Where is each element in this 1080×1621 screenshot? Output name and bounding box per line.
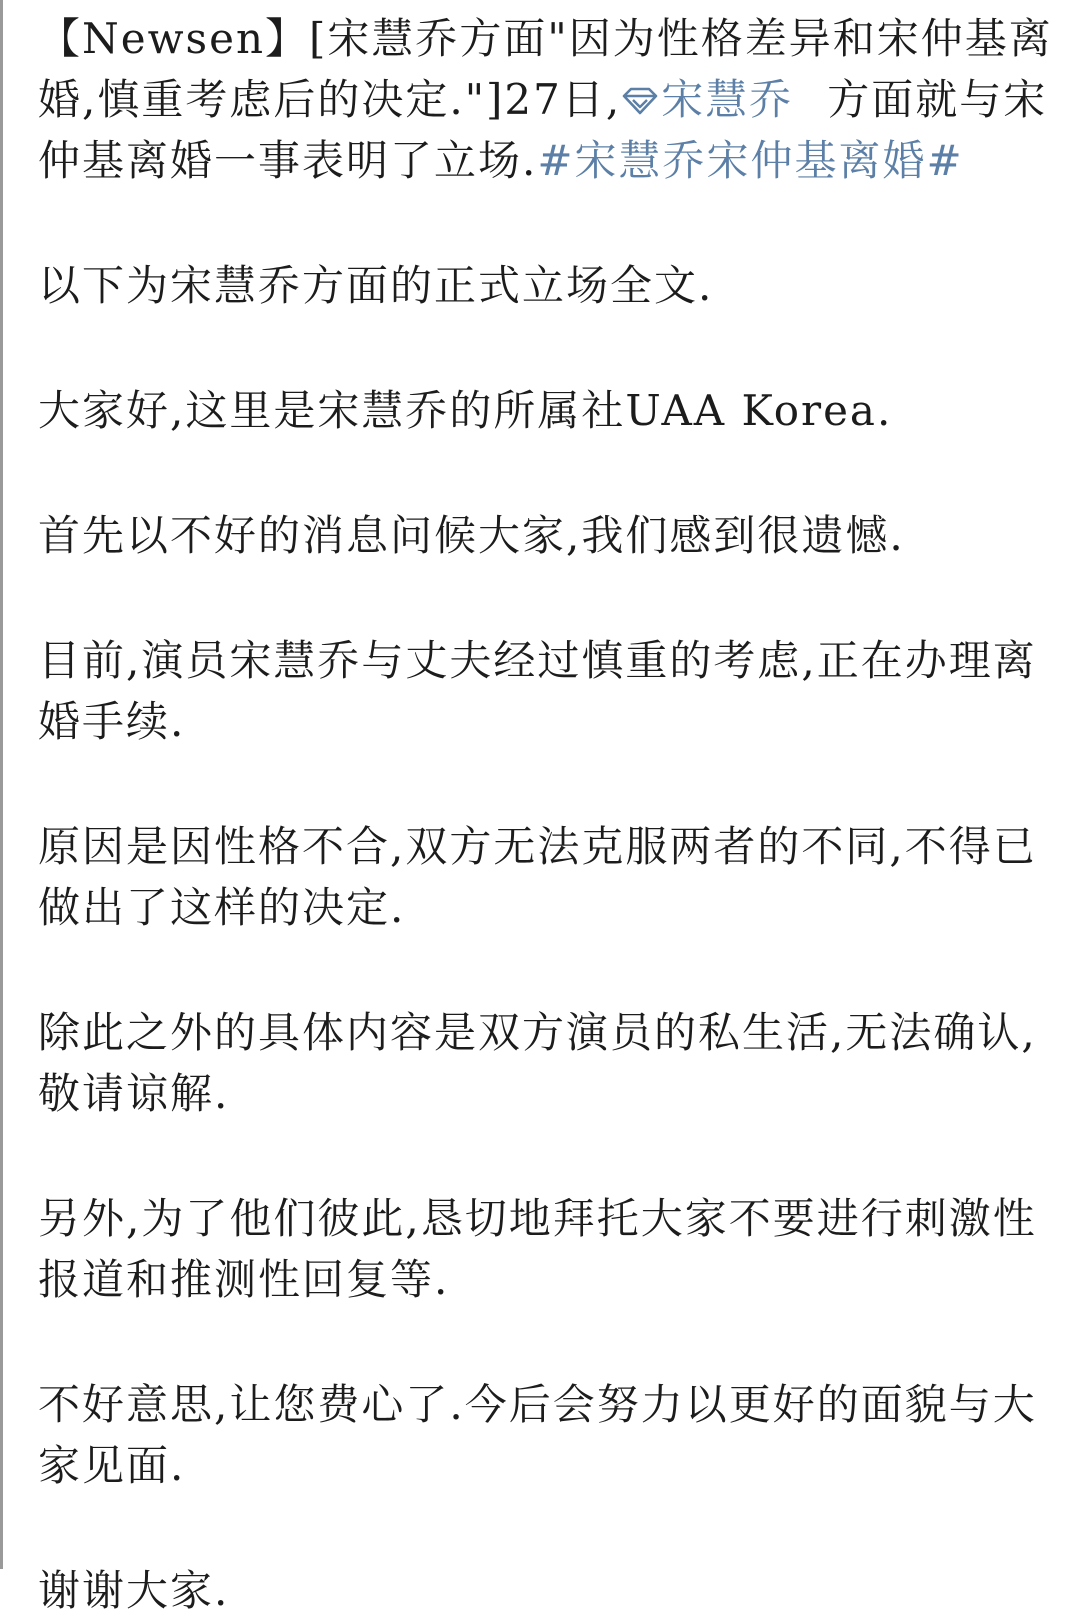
paragraph-reason: 原因是因性格不合,双方无法克服两者的不同,不得已做出了这样的决定.	[38, 822, 1037, 932]
paragraph-apology: 不好意思,让您费心了.今后会努力以更好的面貌与大家见面.	[38, 1380, 1037, 1490]
source-label: 【Newsen】	[38, 14, 310, 63]
headline: [宋慧乔方面"因为性格差异和宋仲基离婚,慎重考虑后的决定."]	[38, 14, 1053, 124]
left-border	[0, 0, 3, 1569]
hashtag-link[interactable]: #宋慧乔宋仲基离婚#	[537, 136, 964, 185]
mention-link[interactable]	[621, 75, 793, 124]
paragraph-privacy: 除此之外的具体内容是双方演员的私生活,无法确认,敬请谅解.	[38, 1008, 1037, 1118]
paragraph-divorce-process: 目前,演员宋慧乔与丈夫经过慎重的考虑,正在办理离婚手续.	[38, 636, 1037, 746]
date-text: 27日,	[504, 75, 622, 124]
paragraph-request: 另外,为了他们彼此,恳切地拜托大家不要进行刺激性报道和推测性回复等.	[38, 1194, 1037, 1304]
paragraph-statement-intro: 以下为宋慧乔方面的正式立场全文.	[38, 261, 714, 310]
mention-text: 宋慧乔	[661, 75, 794, 124]
lead-continuation: 方面就与宋仲基离婚一事表明了立场.	[38, 75, 1048, 185]
paragraph-regret: 首先以不好的消息问候大家,我们感到很遗憾.	[38, 511, 905, 560]
diamond-icon	[621, 86, 659, 116]
paragraph-greeting: 大家好,这里是宋慧乔的所属社UAA Korea.	[38, 386, 893, 435]
paragraph-thanks: 谢谢大家.	[38, 1566, 230, 1615]
lead-paragraph	[38, 8, 1060, 191]
